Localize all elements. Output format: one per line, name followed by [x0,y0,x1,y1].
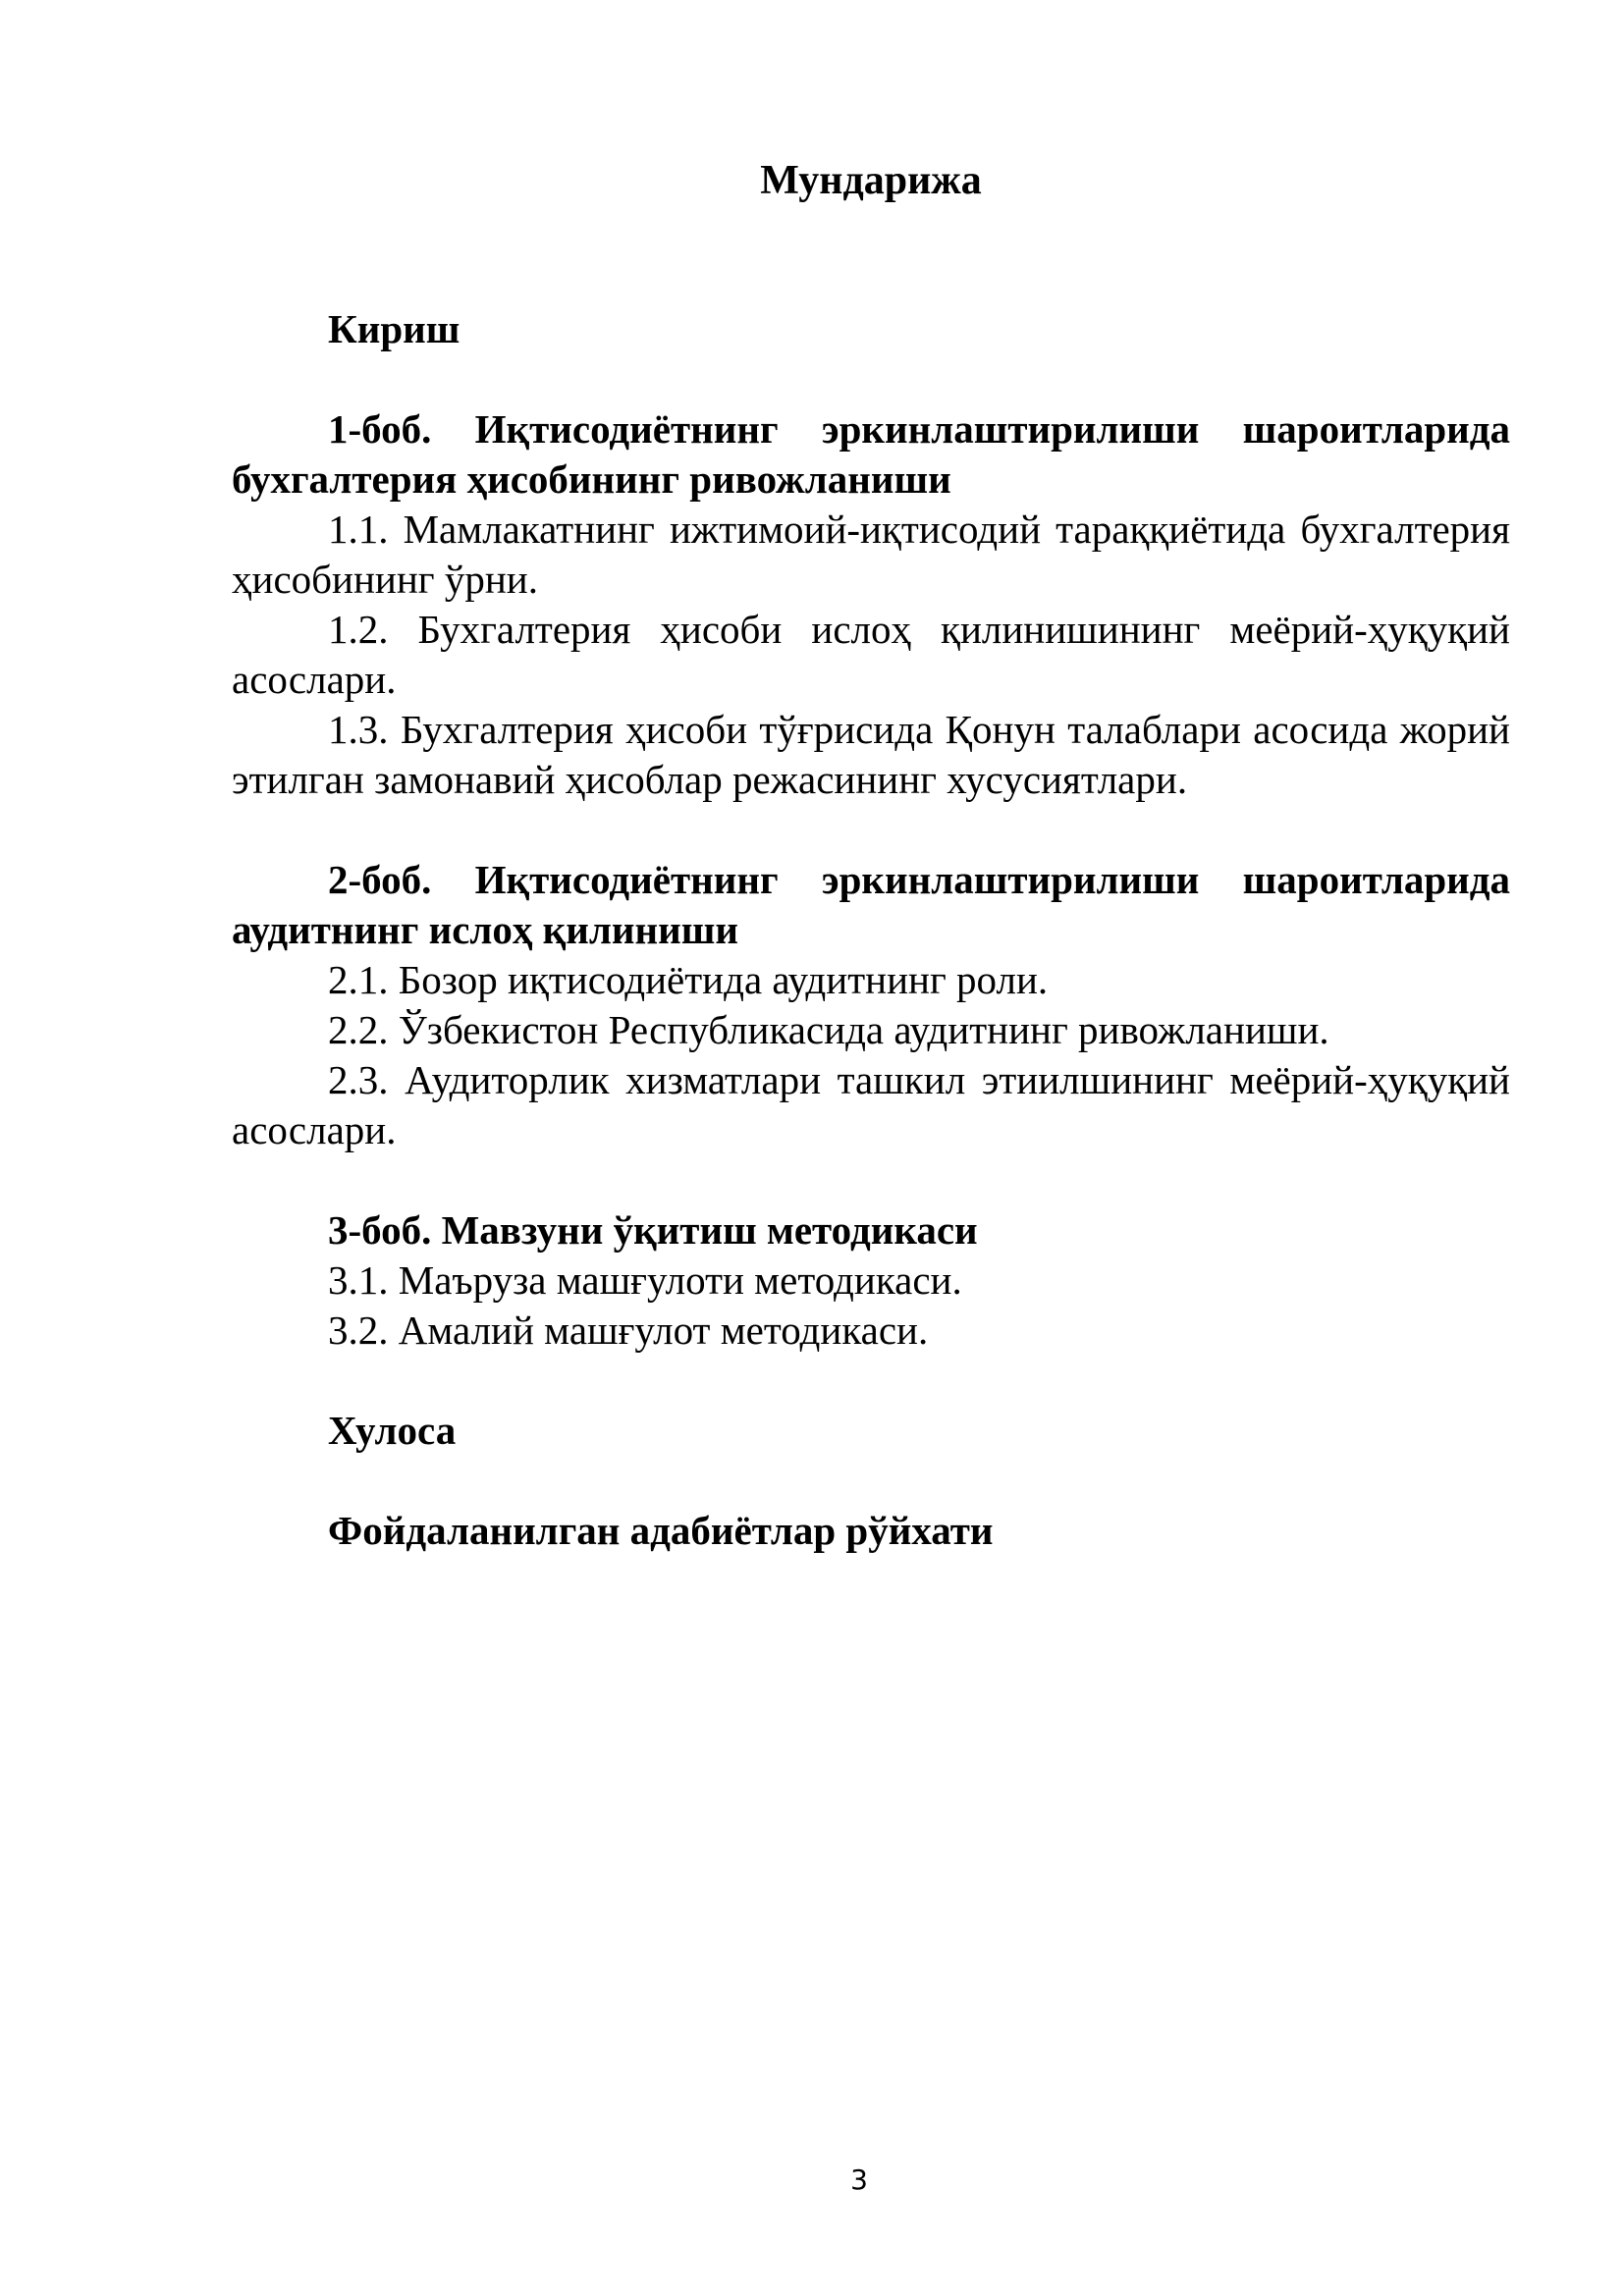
toc-intro: Кириш [328,306,460,351]
page-title: Мундарижа [760,158,982,203]
toc-chapter-3-heading: 3-боб. Мавзуни ўқитиш методикаси [328,1207,978,1253]
toc-item-1-1: 1.1. Мамлакатнинг ижтимоий-иқтисодий тараққиётида бухгалтерия ҳисобининг ўрни. [232,507,1510,602]
toc-item-3-1: 3.1. Маъруза машғулоти методикаси. [328,1257,962,1303]
toc-item-2-2: 2.2. Ўзбекистон Республикасида аудитнинг ривожланиши. [328,1007,1329,1052]
table-of-contents [232,304,1510,1556]
toc-chapter-2-heading: 2-боб. Иқтисодиётнинг эркинлаштирилиши шароитларида аудитнинг ислоҳ қилиниши [232,857,1510,952]
toc-item-2-1: 2.1. Бозор иқтисодиётида аудитнинг роли. [328,957,1049,1002]
toc-references: Фойдаланилган адабиётлар рўйхати [328,1508,994,1553]
toc-item-1-3: 1.3. Бухгалтерия ҳисоби тўғрисида Қонун талаблари асосида жорий этилган замонавий ҳисоблар режасининг хусусиятлари. [232,707,1510,802]
toc-conclusion: Хулоса [328,1408,457,1453]
toc-item-3-2: 3.2. Амалий машғулот методикаси. [328,1308,929,1353]
page-number: 3 [850,2163,868,2196]
toc-item-2-3: 2.3. Аудиторлик хизматлари ташкил этиилшининг меёрий-ҳуқуқий асослари. [232,1057,1510,1152]
toc-chapter-1-heading: 1-боб. Иқтисодиётнинг эркинлаштирилиши шароитларида бухгалтерия ҳисобининг ривожланиши [232,406,1510,502]
toc-item-1-2: 1.2. Бухгалтерия ҳисоби ислоҳ қилинишининг меёрий-ҳуқуқий асослари. [232,607,1510,702]
